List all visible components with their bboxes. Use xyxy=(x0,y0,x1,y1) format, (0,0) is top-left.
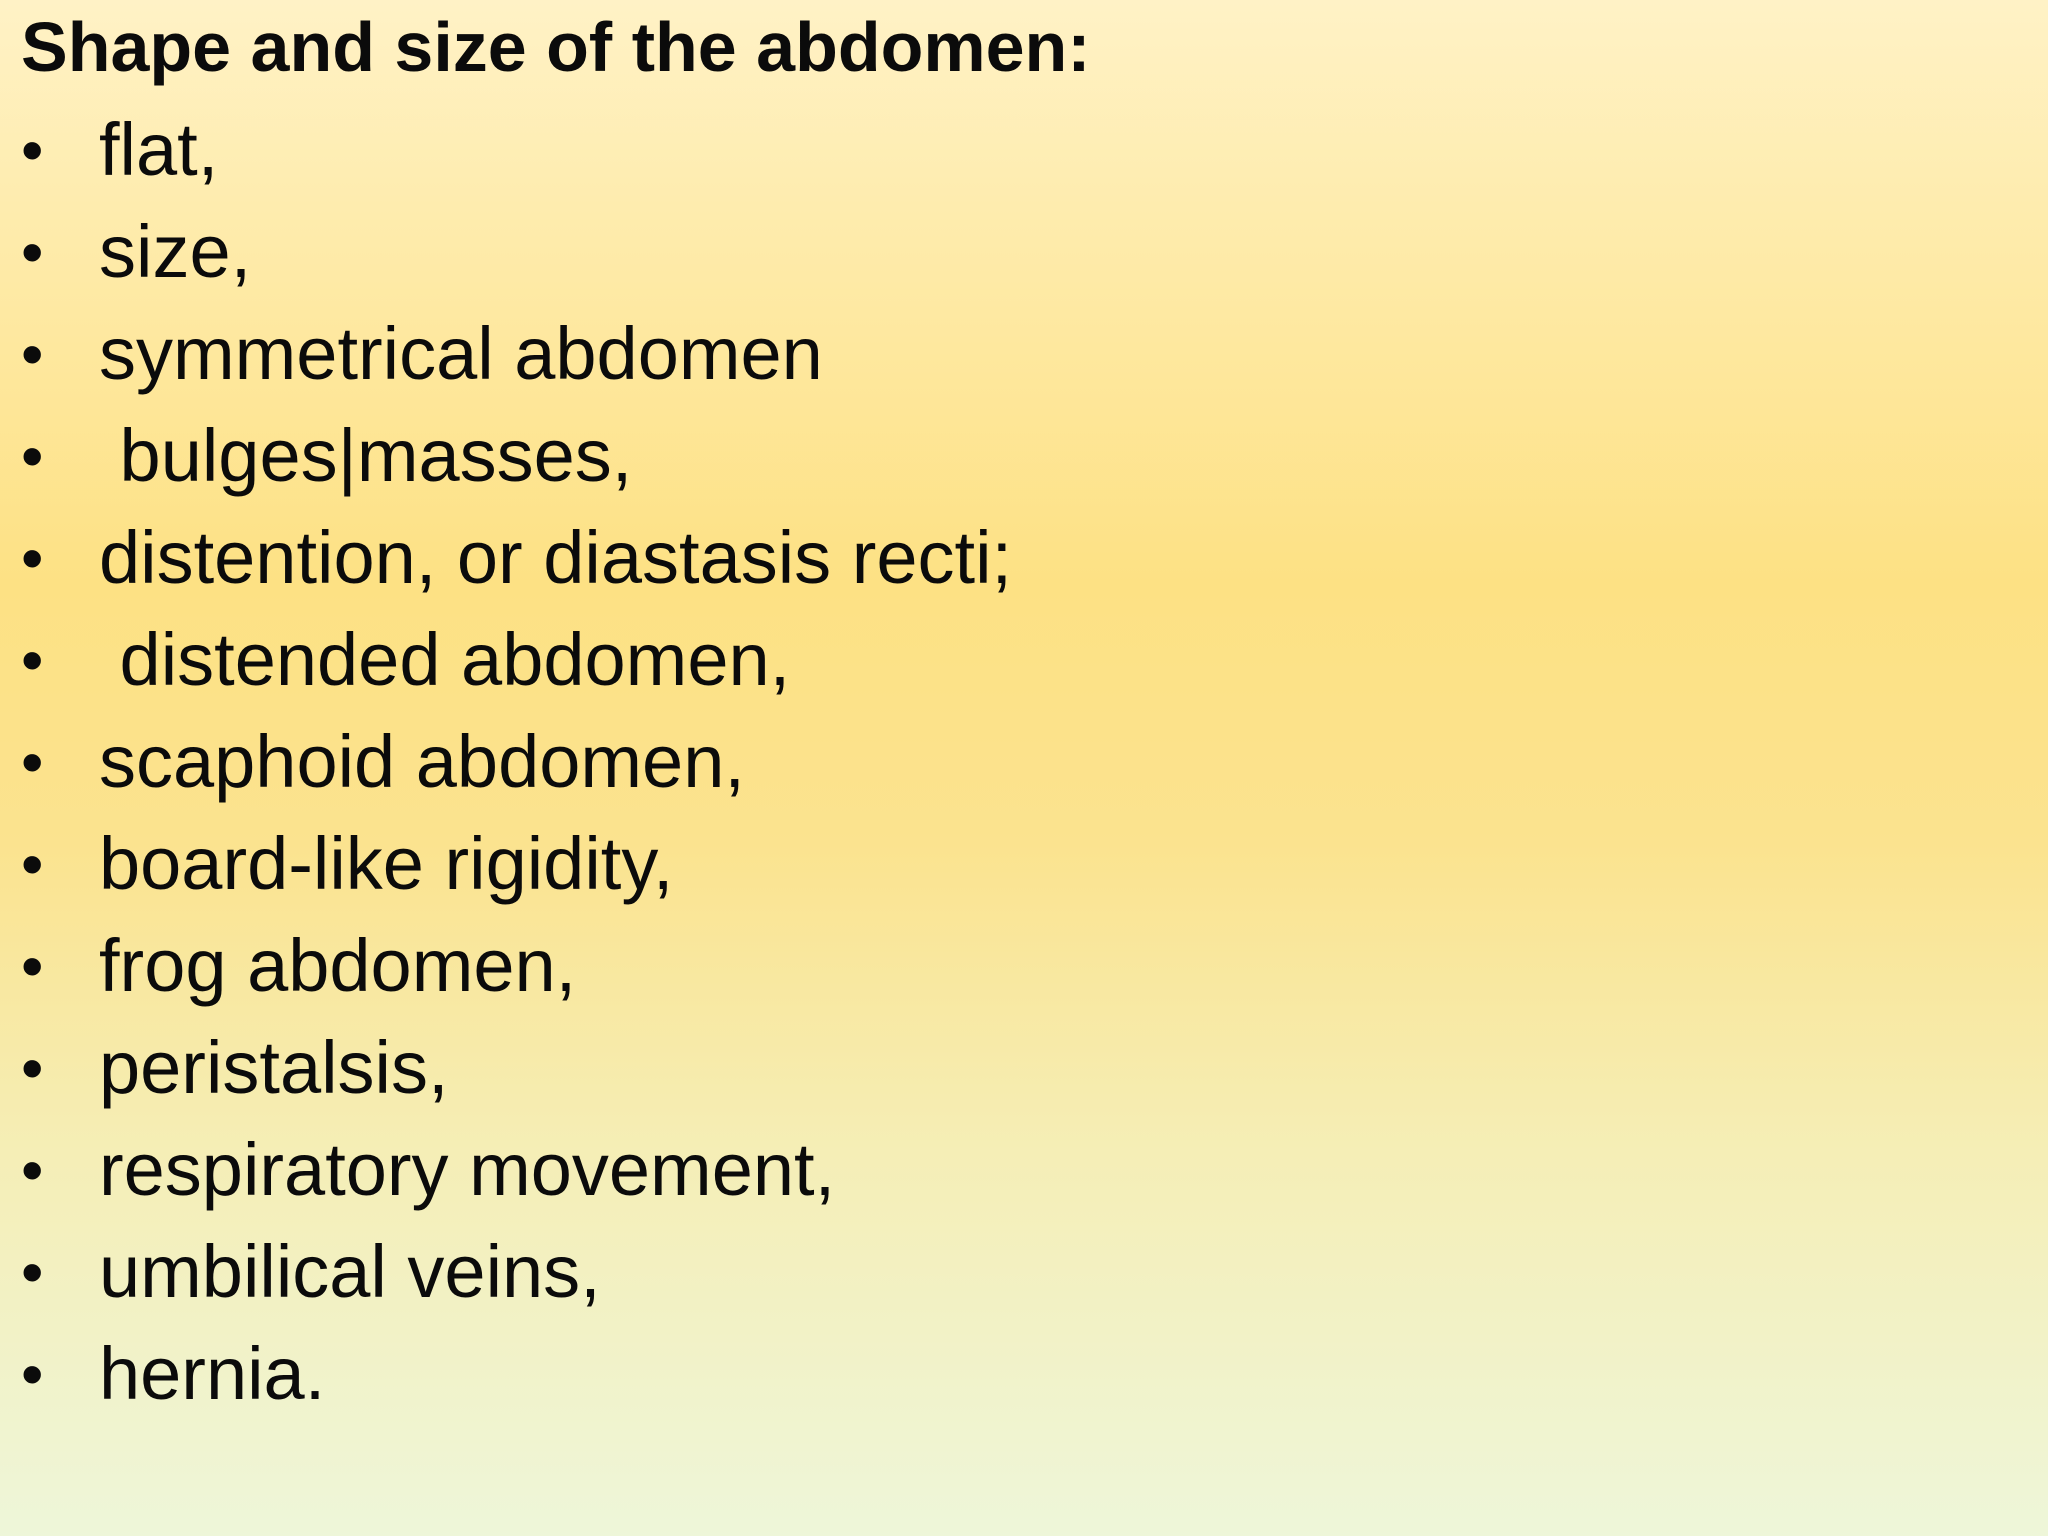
bullet-icon: • xyxy=(21,1134,44,1206)
bullet-icon: • xyxy=(21,1338,44,1410)
bullet-icon: • xyxy=(21,930,44,1002)
bullet-icon: • xyxy=(21,828,44,900)
list-item-text: respiratory movement, xyxy=(99,1128,836,1211)
bullet-icon: • xyxy=(21,624,44,696)
list-item-text: bulges|masses, xyxy=(99,414,633,497)
list-item-text: scaphoid abdomen, xyxy=(99,720,745,803)
list-item-text: distention, or diastasis recti; xyxy=(99,516,1013,599)
bullet-icon: • xyxy=(21,114,44,186)
list-item-text: hernia. xyxy=(99,1332,326,1415)
list-item-text: symmetrical abdomen xyxy=(99,312,823,395)
bullet-icon: • xyxy=(21,420,44,492)
list-item-text: flat, xyxy=(99,108,219,191)
list-item-text: peristalsis, xyxy=(99,1026,449,1109)
bullet-icon: • xyxy=(21,1032,44,1104)
bullet-icon: • xyxy=(21,522,44,594)
bullet-icon: • xyxy=(21,318,44,390)
bullet-icon: • xyxy=(21,726,44,798)
bullet-icon: • xyxy=(21,1236,44,1308)
list-item-text: frog abdomen, xyxy=(99,924,577,1007)
list-item-text: board-like rigidity, xyxy=(99,822,674,905)
slide-title: Shape and size of the abdomen: xyxy=(21,8,1091,86)
list-item-text: distended abdomen, xyxy=(99,618,791,701)
bullet-icon: • xyxy=(21,216,44,288)
list-item-text: umbilical veins, xyxy=(99,1230,601,1313)
list-item-text: size, xyxy=(99,210,252,293)
